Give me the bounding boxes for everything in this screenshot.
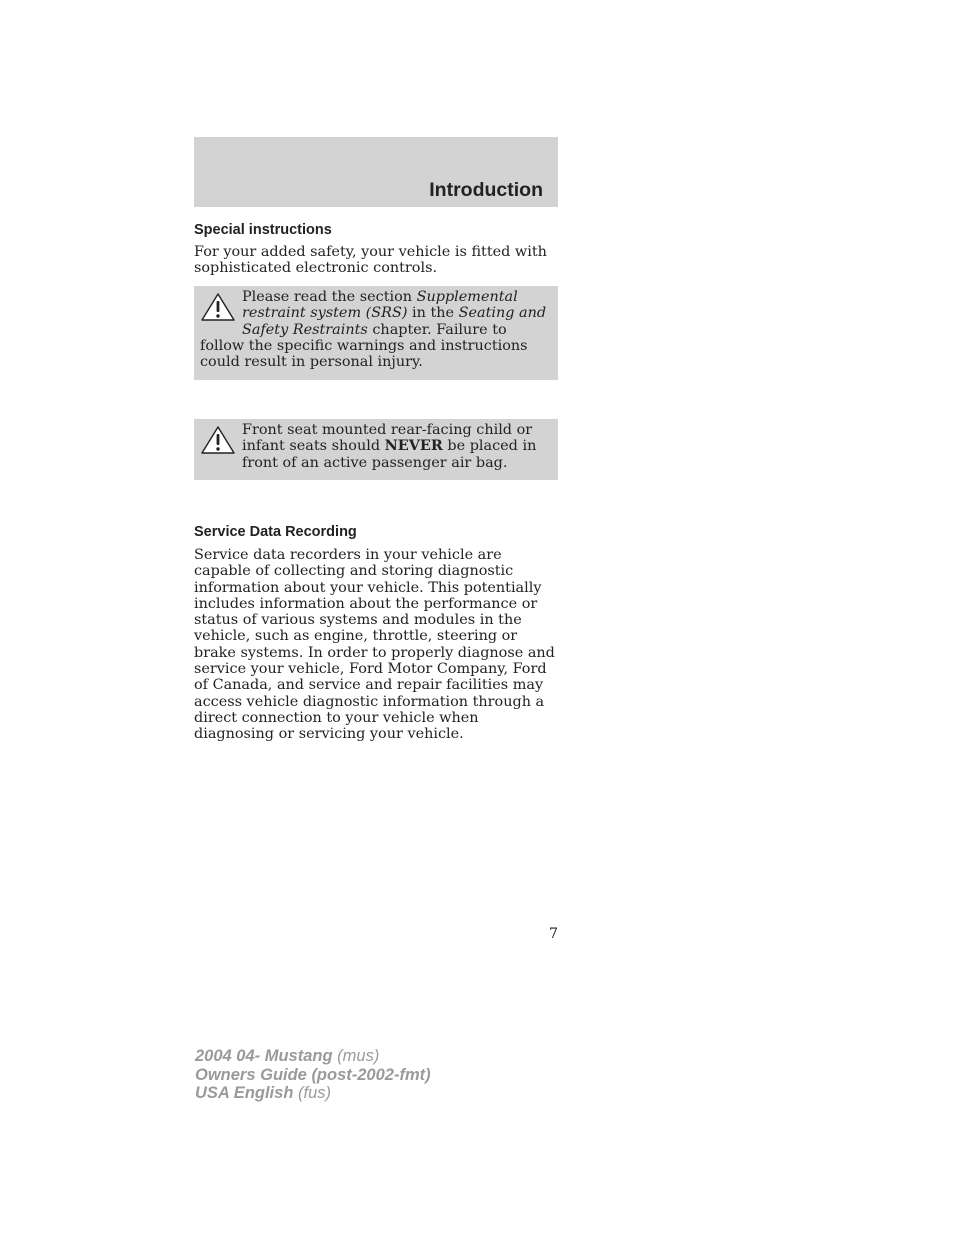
warning-text-srs: Please read the section Supplemental restraint system (SRS) in the Seating and Safety Restraints chapter. Failure to follow the specific warnings and instructions could result in personal injury.	[200, 289, 547, 371]
page-number: 7	[548, 926, 558, 942]
footer-line-language: USA English (fus)	[195, 1084, 331, 1103]
warning-text-child-seat: Front seat mounted rear-facing child or infant seats should NEVER be placed in front of an active passenger air bag.	[242, 422, 537, 471]
document-footer	[195, 1047, 431, 1103]
footer-line-guide: Owners Guide (post-2002-fmt)	[195, 1065, 431, 1084]
section-heading-special-instructions: Special instructions	[194, 222, 332, 238]
footer-line-model: 2004 04- Mustang (mus)	[195, 1047, 380, 1065]
srs-section-reference: Supplemental restraint system (SRS)	[242, 289, 518, 322]
chapter-header-band	[194, 137, 558, 207]
seating-chapter-reference: Seating and Safety Restraints	[242, 305, 547, 338]
warning-triangle-icon	[200, 292, 236, 322]
warning-box-child-seat	[194, 419, 558, 480]
never-emphasis: NEVER	[384, 437, 443, 455]
section-heading-service-data-recording: Service Data Recording	[194, 524, 357, 540]
special-instructions-text: For your added safety, your vehicle is fitted with sophisticated electronic controls.	[194, 244, 547, 277]
warning-box-srs	[194, 286, 558, 380]
warning-triangle-icon	[200, 425, 236, 455]
service-data-recording-text: Service data recorders in your vehicle are capable of collecting and storing diagnostic information about your vehicle. This potentially includes information about the performance or status of various systems and modules in the vehicle, such as engine, throttle, steering or brake systems. In order to properly diagnose and service your vehicle, Ford Motor Company, Ford of Canada, and service and repair facilities may access vehicle diagnostic information through a direct connection to your vehicle when diagnosing or servicing your vehicle.	[194, 547, 555, 743]
chapter-title: Introduction	[429, 179, 543, 201]
